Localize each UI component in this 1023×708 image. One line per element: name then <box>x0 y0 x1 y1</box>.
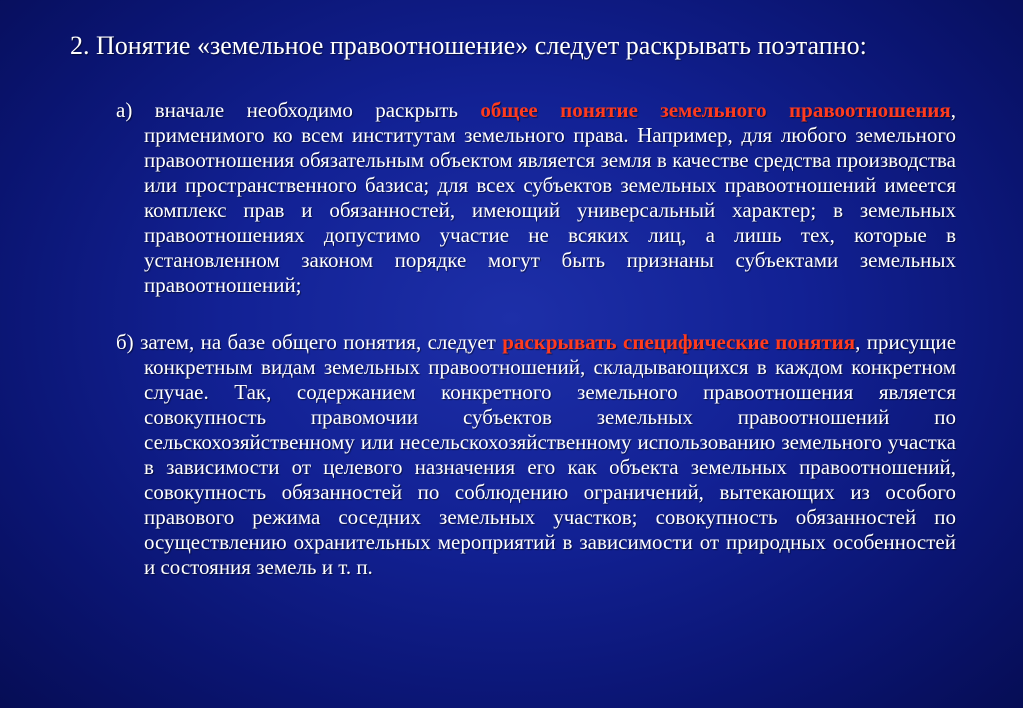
sub-item-a-body <box>116 98 956 298</box>
heading-number: 2. <box>70 31 90 60</box>
sub-item-b-body <box>116 330 956 580</box>
main-point <box>70 30 956 61</box>
sub-item-b-highlight: раскрывать специфические понятия <box>502 330 856 354</box>
sub-item-b-marker: б) <box>116 330 134 354</box>
sub-item-a <box>116 98 956 298</box>
sub-item-b-after: , присущие конкретным видам земельных правоотношений, складывающихся в каждом конкретном случае. Так, содержанием конкретного земельного правоотношения является совокупность правомочии субъектов земельных правоотношений по сельскохозяйственному или несельскохозяйственному использованию земельного участка в зависимости от целевого назначения его как объекта земельных правоотношений, совокупность обязанностей по соблюдению ограничений, вытекающих из особого правового режима соседних земельных участков; совокупность обязанностей по осуществлению охранительных мероприятий в зависимости от природных особенностей и состояния земель и т. п. <box>144 330 957 579</box>
heading-text: Понятие «земельное правоотношение» следует раскрывать поэтапно: <box>96 31 867 60</box>
sub-item-a-marker: а) <box>116 98 133 122</box>
sub-item-b <box>116 330 956 580</box>
sub-item-a-before: вначале необходимо раскрыть <box>154 98 458 122</box>
sub-item-a-highlight: общее понятие земельного правоотношения <box>480 98 951 122</box>
sub-item-a-after: , применимого ко всем институтам земельного права. Например, для любого земельного правоотношения обязательным объектом является земля в качестве средства производства или пространственного базиса; для всех субъектов земельных правоотношений имеется комплекс прав и обязанностей, имеющий универсальный характер; в земельных правоотношениях допустимо участие не всяких лиц, а лишь тех, которые в установленном законом порядке могут быть признаны субъектами земельных правоотношений; <box>144 98 957 297</box>
sub-item-b-before: затем, на базе общего понятия, следует <box>140 330 496 354</box>
